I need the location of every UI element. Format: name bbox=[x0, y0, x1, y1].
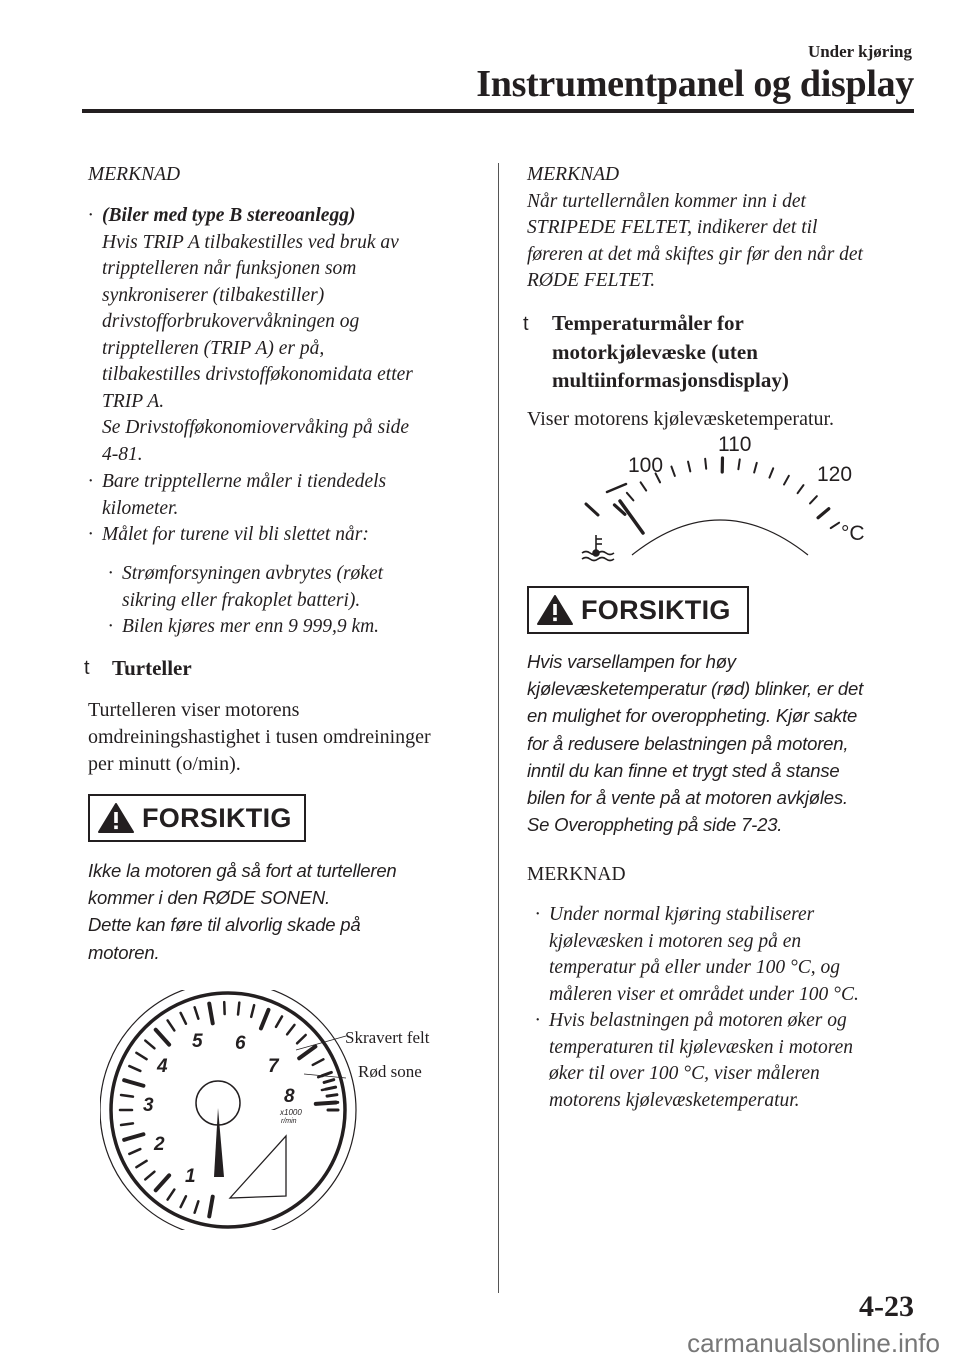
caution-line: for å redusere belastningen på motoren, bbox=[527, 732, 849, 754]
bullet-icon: · bbox=[535, 1010, 540, 1031]
title-line: multiinformasjonsdisplay) bbox=[552, 368, 789, 392]
tick-mark bbox=[810, 496, 817, 503]
section-label: Under kjøring bbox=[807, 42, 912, 61]
section-marker-icon: t bbox=[84, 657, 90, 679]
note-item-1-heading: (Biler med type B stereoanlegg) bbox=[102, 205, 356, 226]
note-line: Bare tripptellerne måler i tiendedels bbox=[102, 471, 387, 492]
caution-line: inntil du kan finne et trygt sted å stanse bbox=[527, 759, 840, 781]
note-line: Hvis TRIP A tilbakestilles ved bruk av bbox=[102, 231, 399, 253]
tick-mark bbox=[328, 1102, 338, 1103]
note-item-2 bbox=[88, 469, 386, 522]
gauge-label-100: 100 bbox=[628, 454, 664, 477]
tick-mark bbox=[129, 1066, 140, 1071]
tick-mark bbox=[627, 493, 634, 501]
tick-mark bbox=[688, 462, 690, 472]
tick-mark bbox=[195, 1007, 199, 1018]
note-line: føreren at det må skiftes gir før den når det bbox=[527, 243, 863, 265]
tick-mark bbox=[145, 1172, 154, 1180]
label-red-zone: Rød sone bbox=[358, 1062, 422, 1081]
tick-mark bbox=[784, 476, 789, 485]
bullet-icon: · bbox=[108, 616, 113, 637]
note-line: øker til over 100 °C, viser måleren bbox=[549, 1063, 820, 1084]
tick-mark bbox=[322, 1072, 331, 1075]
caution-box bbox=[527, 586, 749, 634]
tick-mark bbox=[156, 1030, 169, 1045]
tach-number: 2 bbox=[154, 1134, 165, 1155]
right-note bbox=[527, 162, 863, 295]
tick-mark bbox=[209, 1197, 212, 1217]
tach-number: 3 bbox=[143, 1095, 154, 1116]
body-line: Turtelleren viser motorens bbox=[88, 699, 300, 721]
page-number: 4-23 bbox=[859, 1290, 914, 1323]
coolant-temperature-icon bbox=[582, 535, 614, 561]
body-line: omdreiningshastighet i tusen omdreininger bbox=[88, 726, 431, 748]
gauge-label-120: 120 bbox=[817, 463, 853, 486]
caution-line: Dette kan føre til alvorlig skade på bbox=[88, 914, 361, 936]
tick-mark bbox=[124, 1134, 143, 1140]
note-title: MERKNAD bbox=[527, 164, 620, 185]
section-title-temperature bbox=[552, 309, 789, 395]
label-hatched-zone: Skravert felt bbox=[345, 1028, 430, 1047]
bullet-icon: · bbox=[108, 563, 113, 584]
tick-mark bbox=[195, 1201, 199, 1212]
caution-box bbox=[88, 794, 306, 842]
tick-mark bbox=[181, 1013, 186, 1024]
tick-mark bbox=[324, 1080, 334, 1083]
caution-text bbox=[527, 648, 863, 838]
note2-item-2 bbox=[535, 1008, 853, 1114]
note-line: RØDE FELTET. bbox=[527, 270, 656, 291]
tick-mark bbox=[287, 1025, 294, 1034]
tick-mark bbox=[705, 459, 706, 469]
note-line: drivstofforbrukovervåkningen og bbox=[102, 311, 360, 332]
tach-unit-top: x1000 bbox=[280, 1108, 302, 1117]
tachometer-illustration bbox=[100, 990, 460, 1230]
body-line: per minutt (o/min). bbox=[88, 753, 241, 775]
caution-label: FORSIKTIG bbox=[581, 594, 731, 625]
tick-mark bbox=[754, 463, 757, 473]
tick-mark bbox=[327, 1095, 337, 1096]
tick-mark bbox=[261, 1010, 268, 1029]
caution-line: bilen for å vente på at motoren avkjøles. bbox=[527, 787, 848, 809]
tach-number: 1 bbox=[185, 1166, 196, 1187]
note-line: motorens kjølevæsketemperatur. bbox=[549, 1089, 800, 1111]
tach-number: 6 bbox=[235, 1033, 246, 1054]
tick-mark bbox=[297, 1035, 306, 1043]
gauge-needle bbox=[620, 501, 643, 533]
tick-mark bbox=[798, 485, 804, 493]
note-title: MERKNAD bbox=[88, 164, 181, 185]
body-text bbox=[88, 697, 431, 778]
note-line: synkroniserer (tilbakestiller) bbox=[102, 284, 325, 306]
caution-line: motoren. bbox=[88, 941, 160, 963]
title-line: motorkjølevæske (uten bbox=[552, 339, 758, 364]
tick-mark bbox=[769, 468, 773, 477]
bullet-icon: · bbox=[535, 904, 540, 925]
note-line: sikring eller frakoplet batteri). bbox=[122, 589, 361, 611]
body-text: Viser motorens kjølevæsketemperatur. bbox=[527, 408, 835, 430]
caution-line: Se Overoppheting på side 7-23. bbox=[527, 814, 783, 836]
note-line: Målet for turene vil bli slettet når: bbox=[102, 524, 369, 545]
note-line: Under normal kjøring stabiliserer bbox=[549, 904, 815, 925]
page-title: Instrumentpanel og display bbox=[476, 63, 914, 105]
tick-mark bbox=[276, 1016, 282, 1026]
note2-item-1 bbox=[535, 902, 859, 1008]
tach-number: 8 bbox=[284, 1086, 295, 1107]
note-title: MERKNAD bbox=[527, 864, 626, 885]
note-line: Bilen kjøres mer enn 9 999,9 km. bbox=[122, 616, 380, 637]
tach-needle bbox=[214, 1108, 224, 1177]
warning-triangle-icon bbox=[535, 593, 575, 627]
note-line: Når turtellernålen kommer inn i det bbox=[527, 190, 806, 212]
note-line: måleren viser et området under 100 °C. bbox=[549, 983, 859, 1005]
tick-mark bbox=[251, 1005, 254, 1017]
note-line: tilbakestilles drivstofføkonomidata etter bbox=[102, 364, 413, 385]
note-line: tripptelleren (TRIP A) er på, bbox=[102, 337, 325, 359]
gauge-unit: °C bbox=[841, 522, 865, 545]
tick-mark bbox=[124, 1080, 143, 1086]
caution-line: en mulighet for overoppheting. Kjør sakte bbox=[527, 705, 858, 727]
note-line: temperatur på eller under 100 °C, og bbox=[549, 957, 841, 978]
tick-mark bbox=[209, 1004, 212, 1024]
note-line: Strømforsyningen avbrytes (røket bbox=[122, 563, 384, 584]
sub-item-2 bbox=[108, 614, 379, 641]
caution-line: Ikke la motoren gå så fort at turtelleren bbox=[88, 860, 397, 881]
bullet-icon: · bbox=[88, 471, 93, 492]
gauge-label-110: 110 bbox=[718, 433, 752, 456]
title-line: Temperaturmåler for bbox=[552, 311, 744, 335]
tach-number: 4 bbox=[157, 1056, 168, 1077]
warning-triangle-icon bbox=[96, 801, 136, 835]
note-line: kjølevæsken i motoren seg på en bbox=[549, 930, 802, 952]
note-line: STRIPEDE FELTET, indikerer det til bbox=[527, 217, 818, 238]
tach-number: 5 bbox=[192, 1031, 203, 1052]
tick-mark bbox=[168, 1190, 175, 1200]
tick-mark bbox=[121, 1095, 133, 1097]
section-title-turteller: Turteller bbox=[112, 656, 192, 680]
column-divider bbox=[498, 163, 499, 1293]
header-rule bbox=[82, 109, 914, 113]
tick-mark bbox=[168, 1020, 175, 1030]
caution-line: kjølevæsketemperatur (rød) blinker, er det bbox=[527, 678, 864, 700]
tick-mark bbox=[129, 1149, 140, 1154]
tick-mark bbox=[831, 523, 839, 528]
watermark: carmanualsonline.info bbox=[687, 1328, 940, 1358]
section-marker-icon: t bbox=[523, 313, 529, 335]
note-item-1 bbox=[88, 203, 482, 468]
tick-mark bbox=[738, 459, 739, 469]
tach-number: 7 bbox=[268, 1056, 279, 1077]
tick-mark bbox=[145, 1041, 154, 1049]
tick-mark bbox=[671, 467, 674, 476]
caution-label: FORSIKTIG bbox=[142, 802, 292, 833]
tick-mark bbox=[156, 1175, 169, 1190]
note-line: TRIP A. bbox=[102, 390, 165, 412]
note-line: tripptelleren når funksjonen som bbox=[102, 258, 357, 279]
tick-mark bbox=[818, 509, 829, 518]
caution-line: kommer i den RØDE SONEN. bbox=[88, 887, 330, 909]
tick-mark bbox=[641, 482, 647, 490]
note-line: Hvis belastningen på motoren øker og bbox=[549, 1010, 847, 1031]
tick-mark bbox=[313, 1059, 324, 1065]
sub-item-1 bbox=[108, 561, 383, 614]
caution-line: Hvis varsellampen for høy bbox=[527, 651, 736, 672]
temperature-gauge-illustration bbox=[560, 425, 880, 585]
tick-mark bbox=[238, 1003, 239, 1015]
tick-mark bbox=[326, 1087, 336, 1089]
tick-mark bbox=[181, 1196, 186, 1207]
tick-mark bbox=[136, 1161, 146, 1167]
note-item-3 bbox=[88, 522, 369, 549]
note-line: kilometer. bbox=[102, 497, 179, 519]
tach-unit-bottom: r/min bbox=[281, 1118, 297, 1125]
note-line: Se Drivstofføkonomiovervåking på side bbox=[102, 417, 410, 438]
tick-mark bbox=[121, 1123, 133, 1125]
caution-text bbox=[88, 857, 397, 966]
bullet-icon: · bbox=[88, 205, 93, 226]
tick-mark bbox=[136, 1053, 146, 1059]
note-line: temperaturen til kjølevæsken i motoren bbox=[549, 1036, 853, 1058]
bullet-icon: · bbox=[88, 524, 93, 545]
note-line: 4-81. bbox=[102, 443, 143, 465]
